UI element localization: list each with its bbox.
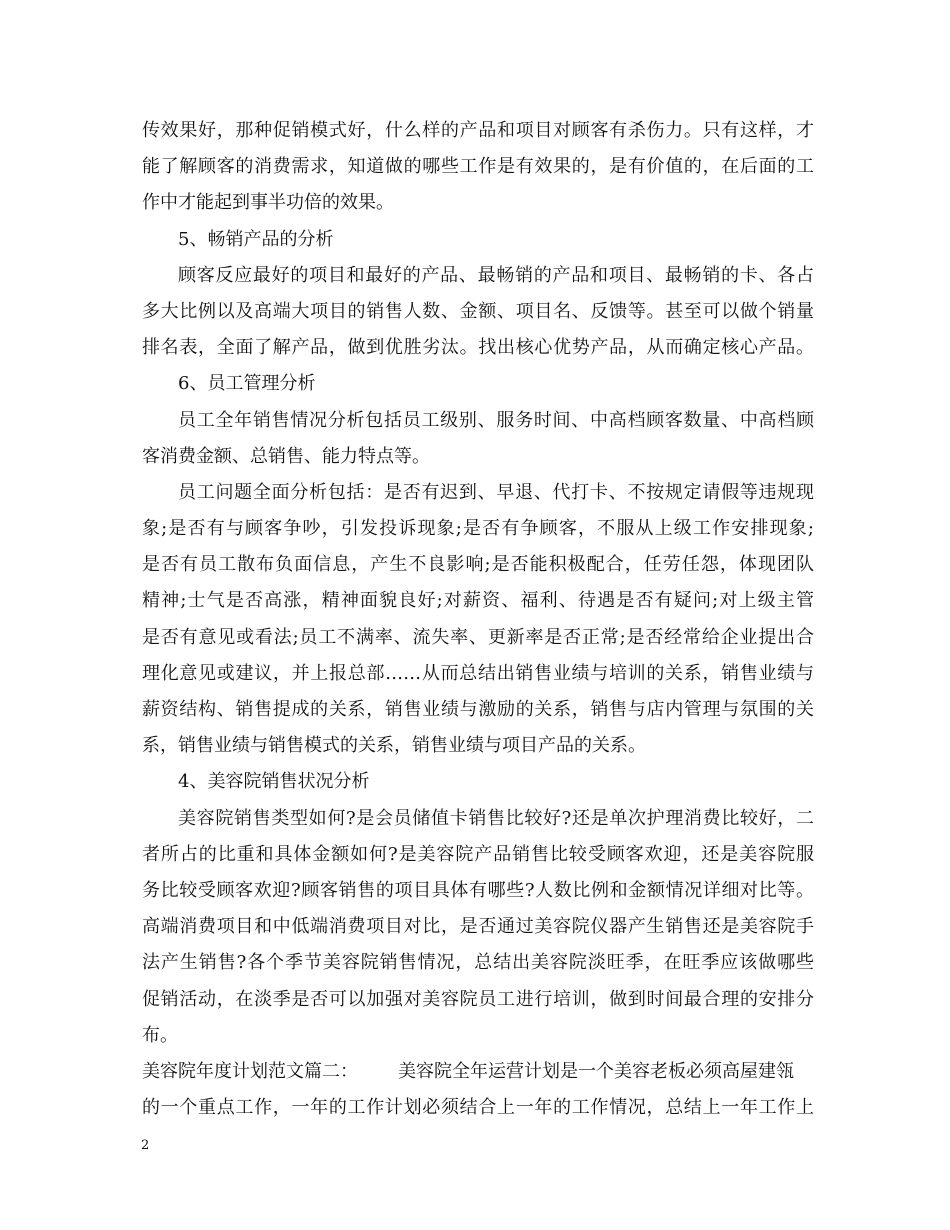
page-number: 2 bbox=[141, 1138, 150, 1153]
section-title-line bbox=[142, 1054, 814, 1090]
paragraph-line: 象;是否有与顾客争吵，引发投诉现象;是否有争顾客，不服从上级工作安排现象; bbox=[142, 518, 814, 540]
paragraph-line: 员工问题全面分析包括：是否有迟到、早退、代打卡、不按规定请假等违规现 bbox=[178, 481, 814, 503]
paragraph-line: 务比较受顾客欢迎?顾客销售的项目具体有哪些?人数比例和金额情况详细对比等。 bbox=[142, 879, 814, 901]
paragraph-line: 是否有员工散布负面信息，产生不良影响;是否能积极配合，任劳任怨，体现团队 bbox=[142, 554, 814, 576]
paragraph-line: 能了解顾客的消费需求，知道做的哪些工作是有效果的，是有价值的，在后面的工 bbox=[142, 156, 814, 178]
paragraph-line: 布。 bbox=[142, 1024, 178, 1046]
paragraph-line: 薪资结构、销售提成的关系，销售业绩与激励的关系，销售与店内管理与氛围的关 bbox=[142, 699, 814, 720]
paragraph-line: 美容院销售类型如何?是会员储值卡销售比较好?还是单次护理消费比较好，二 bbox=[178, 807, 814, 829]
paragraph-line: 者所占的比重和具体金额如何?是美容院产品销售比较受顾客欢迎，还是美容院服 bbox=[142, 843, 814, 865]
paragraph-line: 高端消费项目和中低端消费项目对比，是否通过美容院仪器产生销售还是美容院手 bbox=[142, 916, 814, 938]
paragraph-line: 排名表，全面了解产品，做到优胜劣汰。找出核心优势产品，从而确定核心产品。 bbox=[142, 337, 814, 359]
paragraph-line: 员工全年销售情况分析包括员工级别、服务时间、中高档顾客数量、中高档顾 bbox=[178, 409, 814, 431]
paragraph-line: 作中才能起到事半功倍的效果。 bbox=[142, 192, 394, 214]
section-heading-sales-status: 4、美容院销售状况分析 bbox=[178, 771, 370, 793]
section-heading-staff-management: 6、员工管理分析 bbox=[178, 373, 316, 395]
section-title-continuation: 美容院全年运营计划是一个美容老板必须高屋建瓴 bbox=[398, 1060, 794, 1082]
body-text bbox=[142, 113, 814, 1126]
paragraph-line: 精神;士气是否高涨，精神面貌良好;对薪资、福利、待遇是否有疑问;对上级主管 bbox=[142, 590, 814, 612]
section-title: 美容院年度计划范文篇二： bbox=[142, 1060, 358, 1082]
paragraph-line: 促销活动，在淡季是否可以加强对美容院员工进行培训，做到时间最合理的安排分 bbox=[142, 988, 814, 1010]
paragraph-line: 法产生销售?各个季节美容院销售情况，总结出美容院淡旺季，在旺季应该做哪些 bbox=[142, 952, 814, 974]
paragraph-line: 的一个重点工作，一年的工作计划必须结合上一年的工作情况，总结上一年工作上 bbox=[142, 1097, 814, 1119]
paragraph-line: 客消费金额、总销售、能力特点等。 bbox=[142, 445, 430, 467]
paragraph-line: 是否有意见或看法;员工不满率、流失率、更新率是否正常;是否经常给企业提出合 bbox=[142, 626, 814, 648]
paragraph-line: 理化意见或建议，并上报总部……从而总结出销售业绩与培训的关系，销售业绩与 bbox=[142, 662, 814, 684]
section-heading-bestseller-analysis: 5、畅销产品的分析 bbox=[178, 228, 334, 250]
paragraph-line: 系，销售业绩与销售模式的关系，销售业绩与项目产品的关系。 bbox=[142, 735, 646, 757]
paragraph-line: 多大比例以及高端大项目的销售人数、金额、项目名、反馈等。甚至可以做个销量 bbox=[142, 300, 814, 322]
paragraph-line: 顾客反应最好的项目和最好的产品、最畅销的产品和项目、最畅销的卡、各占 bbox=[178, 264, 814, 286]
paragraph-line: 传效果好，那种促销模式好，什么样的产品和项目对顾客有杀伤力。只有这样，才 bbox=[142, 120, 814, 141]
